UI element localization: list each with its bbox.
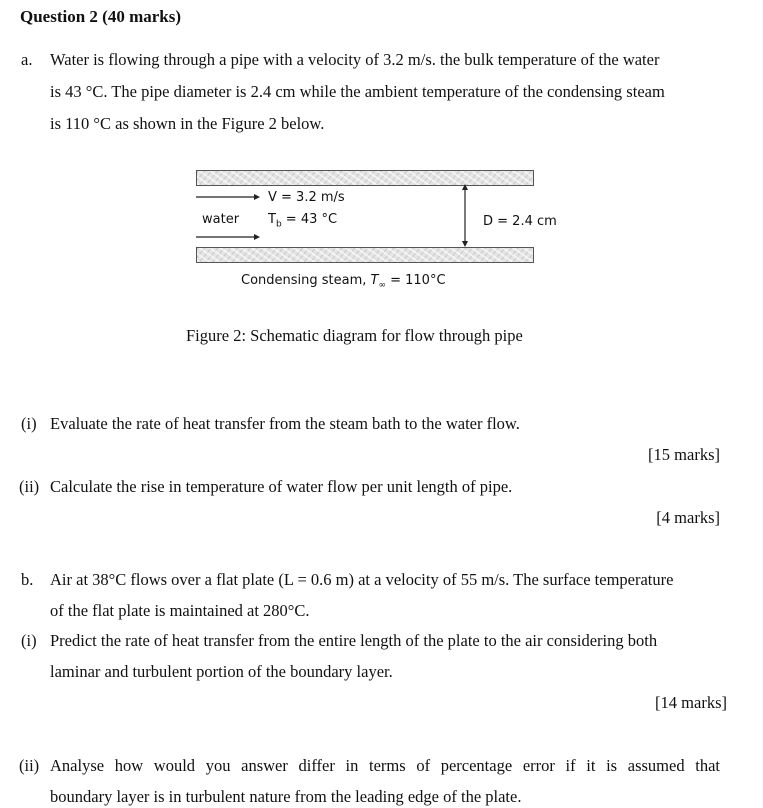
b-i-label: (i): [21, 631, 37, 650]
steam-label: Condensing steam, $T_\infty = 110^\circ C$: [241, 273, 446, 291]
a-ii-text: Calculate the rise in temperature of water flow per unit length of pipe.: [50, 477, 513, 496]
diameter-arrow-icon: [459, 184, 471, 247]
pipe-top-wall: [196, 170, 534, 186]
b-i-line-2: laminar and turbulent portion of the boundary layer.: [50, 662, 393, 681]
b-ii-line-1: Analyse how would you answer differ in terms of percentage error if it is assumed that: [50, 756, 720, 775]
question-title: Question 2 (40 marks): [20, 7, 182, 26]
b-ii-label: (ii): [19, 756, 40, 775]
flow-arrow-icon: [196, 192, 262, 202]
part-a-label: a.: [21, 50, 33, 69]
fluid-label: water: [202, 212, 240, 227]
part-a-line-3: is 110 °C as shown in the Figure 2 below.: [50, 114, 325, 133]
flow-arrow-icon: [196, 232, 262, 242]
a-ii-label: (ii): [19, 477, 40, 496]
part-b-line-1: Air at 38°C flows over a flat plate (L = 0.6 m) at a velocity of 55 m/s. The surface temperature: [50, 570, 674, 589]
bulk-temp-label: $T_b = 43$ °C: [268, 212, 338, 230]
diameter-label: D = 2.4 cm: [483, 214, 557, 229]
part-b-line-2: of the flat plate is maintained at 280°C.: [50, 601, 310, 620]
part-a-line-1: Water is flowing through a pipe with a velocity of 3.2 m/s. the bulk temperature of the water: [50, 50, 660, 69]
a-i-label: (i): [21, 414, 37, 433]
a-ii-marks: [4 marks]: [656, 508, 720, 527]
part-a-line-2: is 43 °C. The pipe diameter is 2.4 cm while the ambient temperature of the condensing steam: [50, 82, 665, 101]
figure-caption: Figure 2: Schematic diagram for flow through pipe: [186, 326, 523, 345]
a-i-text: Evaluate the rate of heat transfer from the steam bath to the water flow.: [50, 414, 520, 433]
part-b-label: b.: [21, 570, 34, 589]
b-ii-line-2: boundary layer is in turbulent nature from the leading edge of the plate.: [50, 787, 522, 806]
pipe-bottom-wall: [196, 247, 534, 263]
velocity-label: V = 3.2 m/s: [268, 190, 345, 205]
a-i-marks: [15 marks]: [648, 445, 720, 464]
b-i-line-1: Predict the rate of heat transfer from the entire length of the plate to the air considering both: [50, 631, 658, 650]
b-i-marks: [14 marks]: [655, 693, 727, 712]
